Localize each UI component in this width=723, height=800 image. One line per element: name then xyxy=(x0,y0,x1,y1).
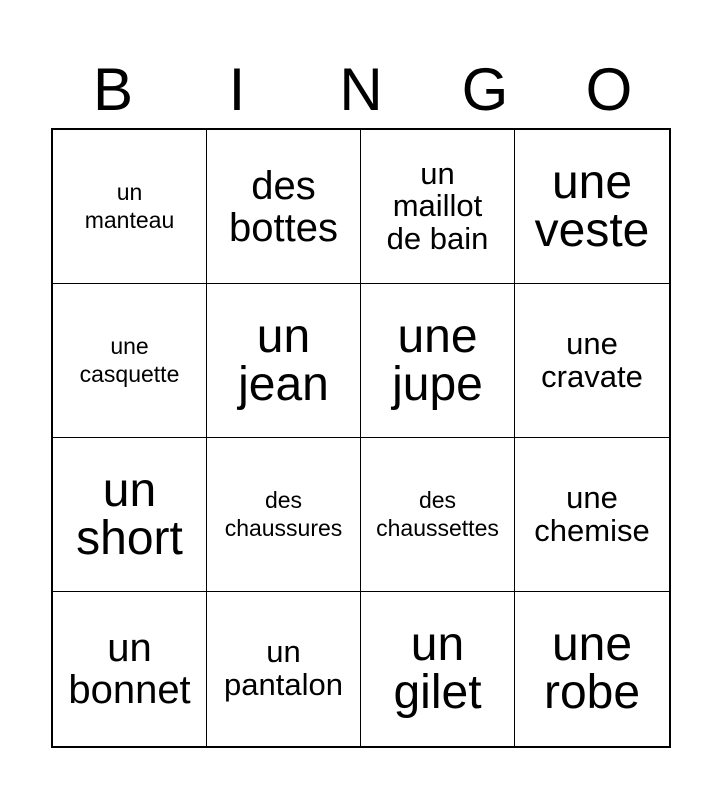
bingo-cell[interactable] xyxy=(207,438,361,592)
cell-label: un jean xyxy=(238,309,329,411)
bingo-cell[interactable] xyxy=(361,130,515,284)
header-letter-n: N xyxy=(339,56,383,123)
cell-label: un gilet xyxy=(393,618,482,719)
bingo-cell[interactable] xyxy=(207,284,361,438)
bingo-cell[interactable] xyxy=(515,592,669,746)
cell-label: un manteau xyxy=(84,178,175,233)
bingo-cell[interactable] xyxy=(515,438,669,592)
bingo-cell[interactable] xyxy=(361,284,515,438)
cell-label: une jupe xyxy=(392,309,483,411)
cell-label: un pantalon xyxy=(224,634,343,702)
bingo-cell[interactable] xyxy=(361,438,515,592)
bingo-card xyxy=(51,128,671,748)
cell-label: un maillot de bain xyxy=(386,155,489,256)
bingo-cell[interactable] xyxy=(53,438,207,592)
header-letter-i: I xyxy=(228,56,246,123)
bingo-cell[interactable] xyxy=(53,592,207,746)
bingo-header xyxy=(51,52,671,128)
cell-label: une robe xyxy=(543,618,641,719)
cell-label: une veste xyxy=(534,155,650,257)
bingo-cell[interactable] xyxy=(515,130,669,284)
bingo-cell[interactable] xyxy=(53,130,207,284)
cell-label: une casquette xyxy=(79,332,180,387)
bingo-cell[interactable] xyxy=(207,130,361,284)
cell-label: des chaussettes xyxy=(376,486,499,541)
header-letter-o: O xyxy=(585,56,633,123)
cell-label: un bonnet xyxy=(68,626,191,712)
header-letter-g: G xyxy=(461,56,509,123)
bingo-cell[interactable] xyxy=(361,592,515,746)
cell-label: des bottes xyxy=(229,163,338,250)
bingo-cell[interactable] xyxy=(53,284,207,438)
bingo-cell[interactable] xyxy=(515,284,669,438)
cell-label: un short xyxy=(76,463,183,565)
bingo-cell[interactable] xyxy=(207,592,361,746)
header-letter-b: B xyxy=(92,56,134,123)
cell-label: des chaussures xyxy=(224,486,343,541)
cell-label: une chemise xyxy=(534,479,650,548)
cell-label: une cravate xyxy=(541,325,643,394)
